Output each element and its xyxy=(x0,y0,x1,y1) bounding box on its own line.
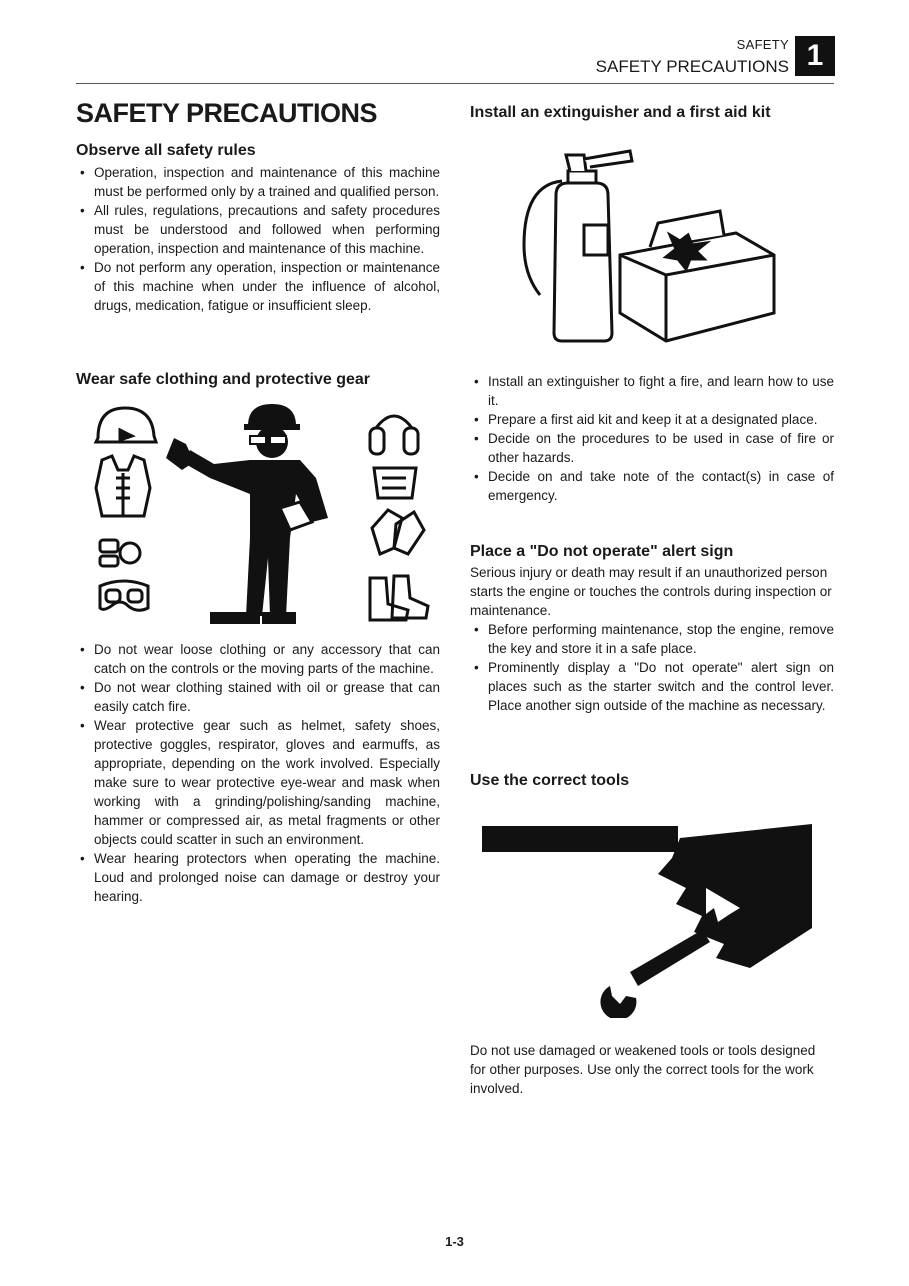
observe-list xyxy=(76,163,440,315)
helmet-icon xyxy=(96,408,156,442)
wrench-icon xyxy=(600,930,710,1018)
black-bar xyxy=(482,826,678,852)
list-item: • All rules, regulations, precautions and safety procedures must be understood and followed when performing operation, inspection and maintenance of this machine. xyxy=(76,201,440,258)
list-item: • Decide on and take note of the contact(s) in case of emergency. xyxy=(470,467,834,505)
first-aid-kit-icon xyxy=(620,211,774,341)
list-item: • Wear protective gear such as helmet, safety shoes, protective goggles, respirator, gloves and earmuffs, as appropriate, depending on the work involved. Especially make sure to wear protective eye-wear and mask when working with a grinding/polishing/sanding machine, hammer or compressed air, as metal fragments or other objects could scatter in such an environment. xyxy=(76,716,440,849)
face-shield-icon xyxy=(374,468,416,498)
extinguisher-list xyxy=(470,372,834,505)
list-item: • Do not wear clothing stained with oil or grease that can easily catch fire. xyxy=(76,678,440,716)
header-subsection: SAFETY PRECAUTIONS xyxy=(595,57,789,76)
list-item: • Do not perform any operation, inspection or maintenance of this machine when under the influence of alcohol, drugs, medication, fatigue or insufficient sleep. xyxy=(76,258,440,315)
tools-text: Do not use damaged or weakened tools or tools designed for other purposes. Use only the correct tools for the work involved. xyxy=(470,1043,816,1096)
page-title: SAFETY PRECAUTIONS xyxy=(76,98,378,128)
clothing-list xyxy=(76,640,440,906)
list-item: • Install an extinguisher to fight a fire, and learn how to use it. xyxy=(470,372,834,410)
vest-icon xyxy=(96,456,150,516)
alert-sign-list xyxy=(470,620,834,715)
gloves-icon xyxy=(372,510,424,554)
correct-tools-illustration xyxy=(480,818,820,1018)
respirator-icon xyxy=(100,540,140,566)
list-item: • Wear hearing protectors when operating the machine. Loud and prolonged noise can damage or destroy your hearing. xyxy=(76,849,440,906)
alert-sign-heading: Place a "Do not operate" alert sign xyxy=(470,543,734,560)
list-item: • Prepare a first aid kit and keep it at a designated place. xyxy=(470,410,834,429)
list-item: • Do not wear loose clothing or any accessory that can catch on the controls or the moving parts of the machine. xyxy=(76,640,440,678)
list-item: • Decide on the procedures to be used in case of fire or other hazards. xyxy=(470,429,834,467)
earmuffs-icon xyxy=(370,416,418,454)
observe-heading: Observe all safety rules xyxy=(76,142,256,159)
page-number: 1-3 xyxy=(445,1234,464,1249)
extinguisher-heading: Install an extinguisher and a first aid kit xyxy=(470,104,771,121)
alert-sign-intro: Serious injury or death may result if an unauthorized person starts the engine or touches the controls during inspection or maintenance. xyxy=(470,565,832,618)
header-section: SAFETY xyxy=(736,37,789,52)
list-item: • Before performing maintenance, stop the engine, remove the key and store it in a safe place. xyxy=(470,620,834,658)
extinguisher-firstaid-illustration xyxy=(510,145,780,355)
list-item: • Operation, inspection and maintenance of this machine must be performed only by a trained and qualified person. xyxy=(76,163,440,201)
clothing-heading: Wear safe clothing and protective gear xyxy=(76,371,371,388)
tools-heading: Use the correct tools xyxy=(470,772,630,789)
header-rule xyxy=(76,83,834,84)
fire-extinguisher-icon xyxy=(524,151,632,341)
safety-boots-icon xyxy=(370,576,428,620)
worker-figure-icon xyxy=(166,404,328,624)
protective-gear-illustration xyxy=(90,398,440,633)
goggles-icon xyxy=(100,581,148,610)
list-item: • Prominently display a "Do not operate" alert sign on places such as the starter switch and the control lever. Place another sign outside of the machine as necessary. xyxy=(470,658,834,715)
chapter-number-badge: 1 xyxy=(795,36,835,76)
